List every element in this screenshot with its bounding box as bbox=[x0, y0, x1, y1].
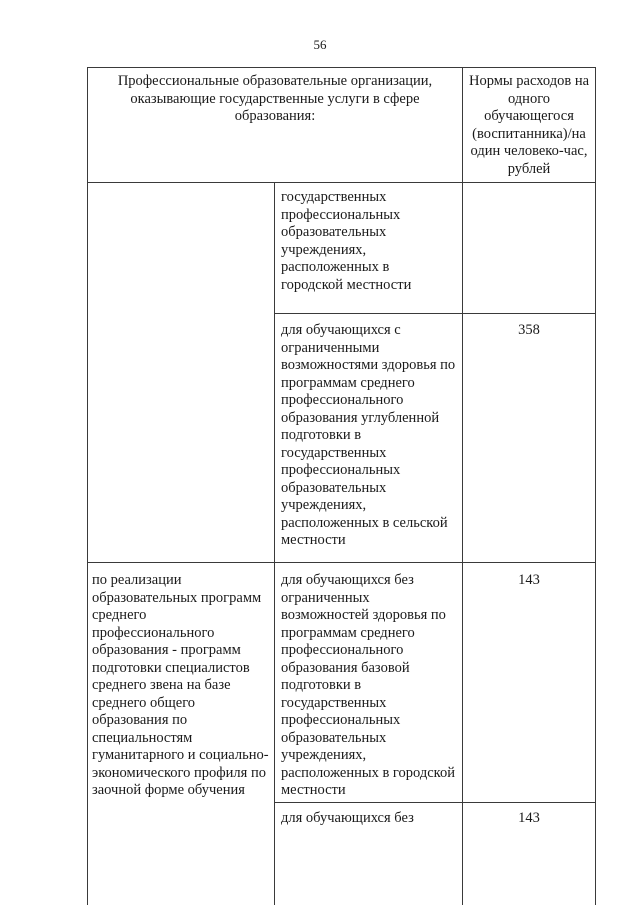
header-bottom-border bbox=[87, 182, 596, 183]
row-4-norm: 143 bbox=[518, 810, 540, 826]
header-column-divider bbox=[462, 67, 463, 182]
row-3-norm: 143 bbox=[518, 572, 540, 588]
norms-table bbox=[87, 67, 596, 905]
table-left-border bbox=[87, 67, 88, 905]
page-number: 56 bbox=[313, 37, 327, 52]
row-1-bottom-border bbox=[274, 313, 596, 314]
header-norms: Нормы расходов на одного обучающегося (воспитанника)/на один человеко-час, рублей bbox=[468, 73, 590, 177]
row-3-category: для обучающихся без ограниченных возможностей здоровья по программам среднего профессионального образования базовой подготовки в государственных профессиональных образовательных учреждениях, расположенных в городской местности bbox=[281, 572, 455, 798]
row-3-bottom-border bbox=[274, 802, 596, 803]
table-top-border bbox=[87, 67, 596, 68]
row-1-category: государственных профессиональных образовательных учреждениях, расположенных в городской местности bbox=[281, 189, 412, 293]
row-2-bottom-border bbox=[87, 562, 596, 563]
row-2-category: для обучающихся с ограниченными возможностями здоровья по программам среднего профессионального образования углубленной подготовки в государственных профессиональных образовательных учреждениях, расположенных в сельской местности bbox=[281, 322, 456, 548]
category-column-divider bbox=[274, 182, 275, 905]
table-right-border bbox=[595, 67, 596, 905]
row-2-norm: 358 bbox=[518, 322, 540, 338]
header-organizations: Профессиональные образовательные организации, оказывающие государственные услуги в сфере образования: bbox=[117, 73, 433, 124]
row-4-category: для обучающихся без bbox=[281, 810, 414, 826]
row-3-service: по реализации образовательных программ среднего профессионального образования - программ подготовки специалистов среднего звена на базе среднего общего образования по специальностям гуманитарного и социально-экономического профиля по заочной форме обучения bbox=[92, 572, 269, 798]
norm-column-divider bbox=[462, 182, 463, 905]
